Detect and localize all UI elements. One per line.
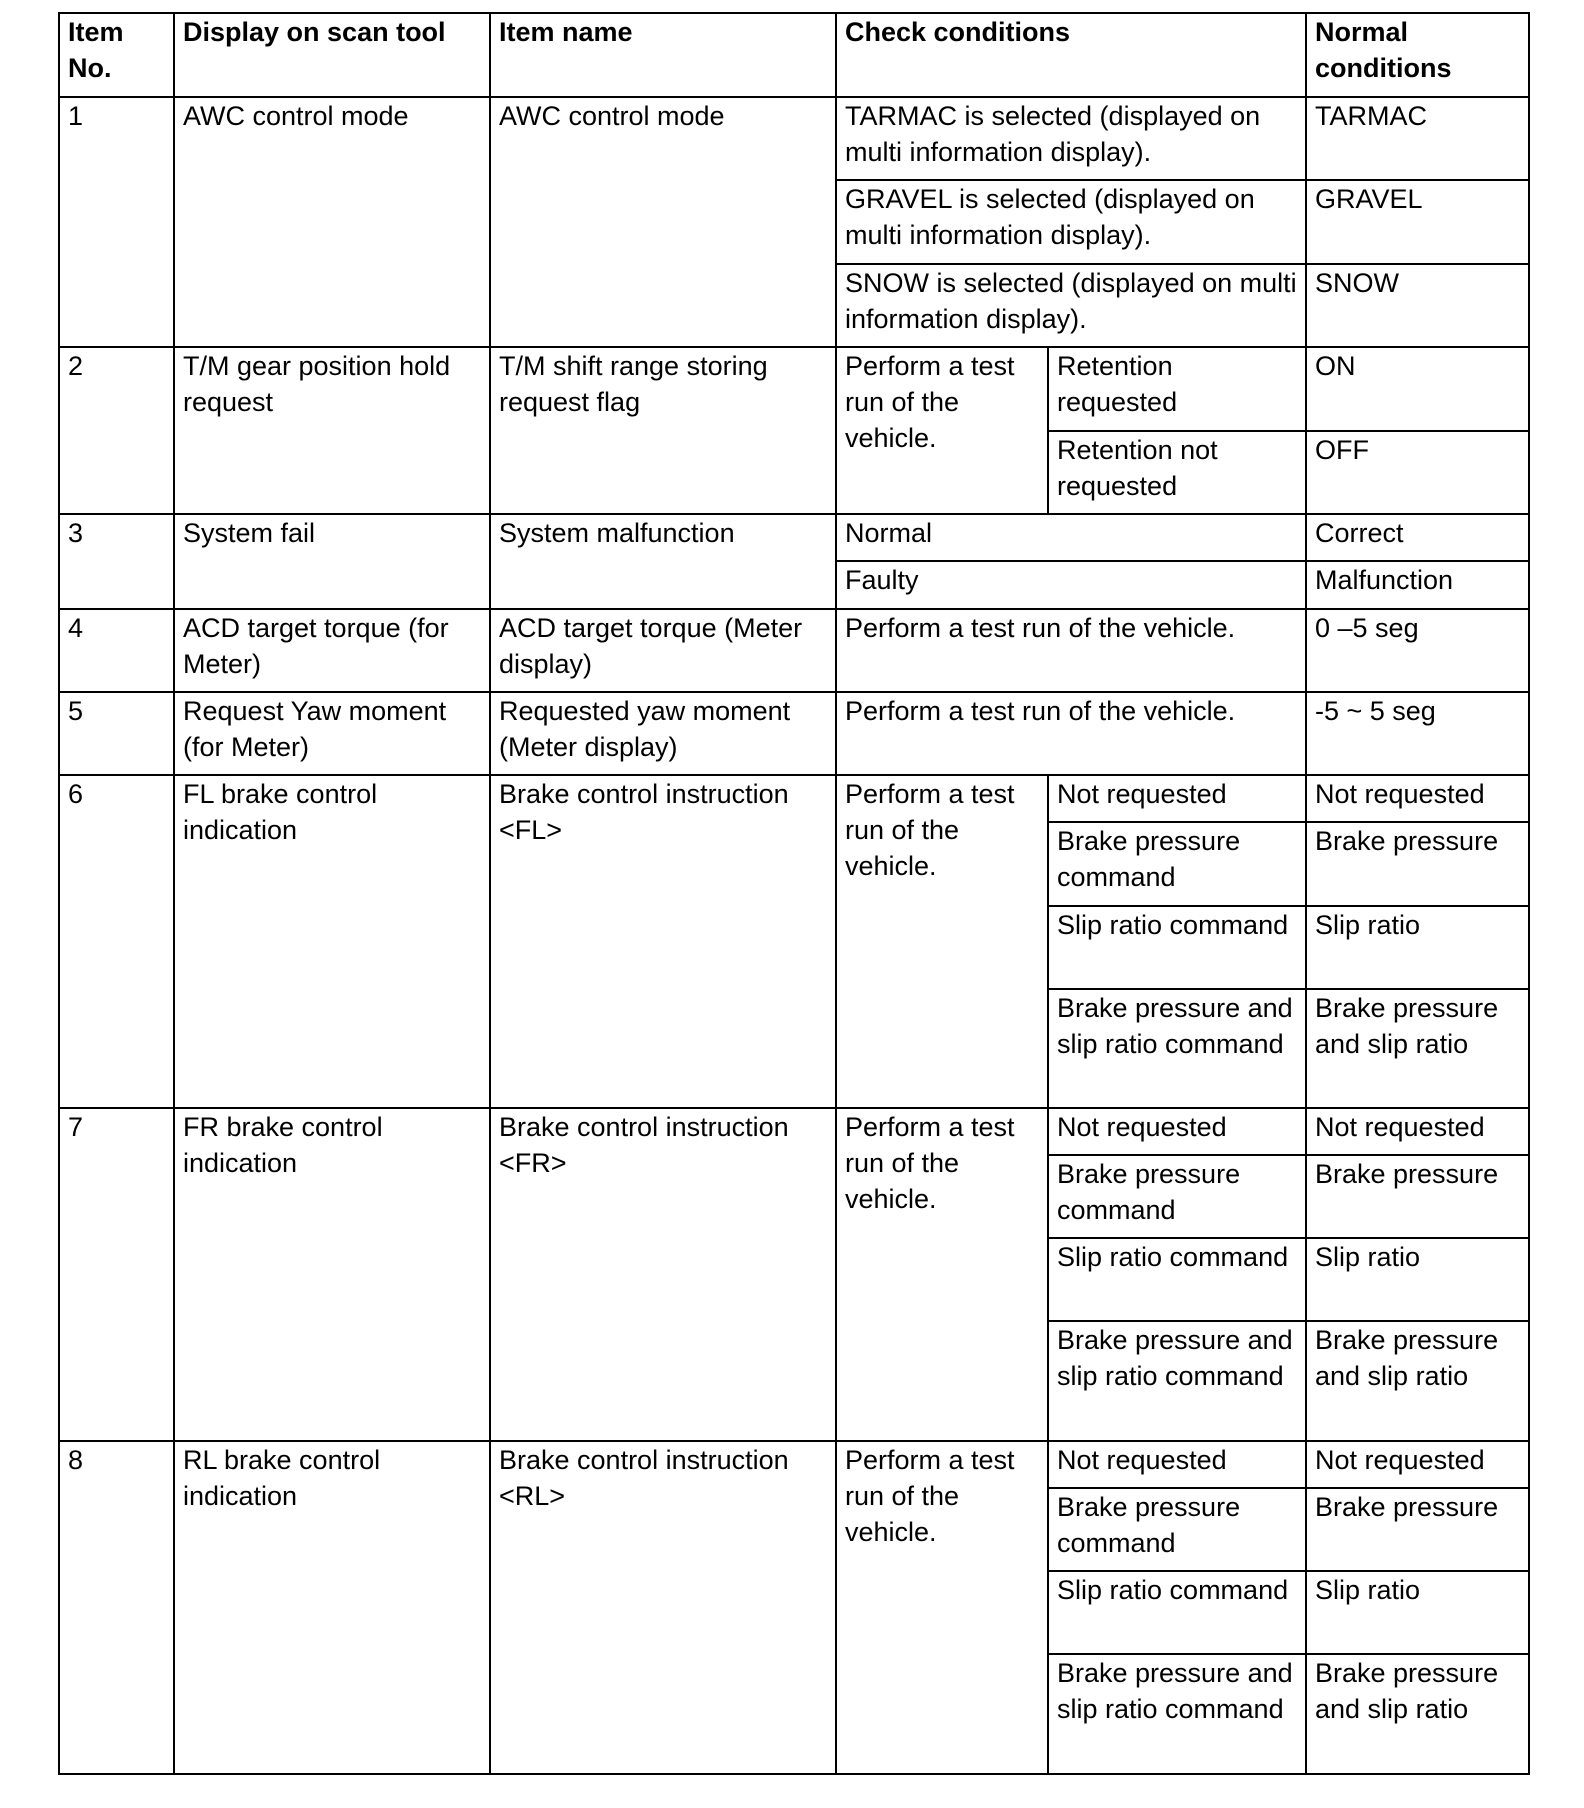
data-monitor-table <box>58 12 1530 1775</box>
item-name: System malfunction <box>490 514 836 609</box>
header-item-name: Item name <box>490 13 836 97</box>
normal-condition: Malfunction <box>1306 561 1529 609</box>
table-row <box>59 514 1529 561</box>
normal-condition: -5 ~ 5 seg <box>1306 692 1529 775</box>
item-name: ACD target torque (Meter display) <box>490 609 836 692</box>
check-sub-condition: Not requested <box>1048 775 1306 822</box>
normal-condition: Brake pressure and slip ratio <box>1306 1321 1529 1441</box>
header-display: Display on scan tool <box>174 13 490 97</box>
normal-condition: Correct <box>1306 514 1529 561</box>
scan-tool-display: RL brake control indication <box>174 1441 490 1774</box>
item-number: 1 <box>59 97 174 347</box>
item-name: Requested yaw moment (Meter display) <box>490 692 836 775</box>
normal-condition: Slip ratio <box>1306 1238 1529 1321</box>
check-condition: Perform a test run of the vehicle. <box>836 609 1306 692</box>
item-number: 4 <box>59 609 174 692</box>
normal-condition: Not requested <box>1306 1441 1529 1488</box>
normal-condition: Brake pressure <box>1306 822 1529 906</box>
check-sub-condition: Slip ratio command <box>1048 1571 1306 1654</box>
check-sub-condition: Slip ratio command <box>1048 906 1306 989</box>
header-check-conditions: Check conditions <box>836 13 1306 97</box>
item-name: AWC control mode <box>490 97 836 347</box>
normal-condition: SNOW <box>1306 264 1529 347</box>
check-condition: GRAVEL is selected (displayed on multi information display). <box>836 180 1306 264</box>
item-name: Brake control instruction <RL> <box>490 1441 836 1774</box>
normal-condition: Not requested <box>1306 775 1529 822</box>
check-sub-condition: Not requested <box>1048 1108 1306 1155</box>
check-sub-condition: Brake pressure command <box>1048 1155 1306 1238</box>
check-sub-condition: Brake pressure command <box>1048 1488 1306 1571</box>
table-row <box>59 609 1529 692</box>
normal-condition: OFF <box>1306 431 1529 514</box>
check-condition: Perform a test run of the vehicle. <box>836 347 1048 514</box>
item-number: 6 <box>59 775 174 1108</box>
check-sub-condition: Slip ratio command <box>1048 1238 1306 1321</box>
item-name: Brake control instruction <FR> <box>490 1108 836 1441</box>
table-row <box>59 1441 1529 1488</box>
check-condition: Perform a test run of the vehicle. <box>836 1108 1048 1441</box>
check-sub-condition: Not requested <box>1048 1441 1306 1488</box>
check-sub-condition: Brake pressure and slip ratio command <box>1048 1321 1306 1441</box>
scan-tool-display: System fail <box>174 514 490 609</box>
scan-tool-display: FL brake control indication <box>174 775 490 1108</box>
scan-tool-display: ACD target torque (for Meter) <box>174 609 490 692</box>
normal-condition: Brake pressure and slip ratio <box>1306 989 1529 1108</box>
check-sub-condition: Brake pressure and slip ratio command <box>1048 989 1306 1108</box>
normal-condition: ON <box>1306 347 1529 431</box>
check-sub-condition: Brake pressure command <box>1048 822 1306 906</box>
header-normal-conditions: Normal conditions <box>1306 13 1529 97</box>
normal-condition: GRAVEL <box>1306 180 1529 264</box>
check-sub-condition: Retention not requested <box>1048 431 1306 514</box>
normal-condition: Brake pressure and slip ratio <box>1306 1654 1529 1774</box>
table-row <box>59 1108 1529 1155</box>
check-condition: Normal <box>836 514 1306 561</box>
item-name: Brake control instruction <FL> <box>490 775 836 1108</box>
table-row <box>59 347 1529 431</box>
normal-condition: Slip ratio <box>1306 906 1529 989</box>
scan-tool-display: FR brake control indication <box>174 1108 490 1441</box>
table-row <box>59 97 1529 180</box>
scan-tool-display: AWC control mode <box>174 97 490 347</box>
check-condition: Perform a test run of the vehicle. <box>836 1441 1048 1774</box>
item-number: 8 <box>59 1441 174 1774</box>
check-condition: Perform a test run of the vehicle. <box>836 692 1306 775</box>
item-name: T/M shift range storing request flag <box>490 347 836 514</box>
scan-tool-display: Request Yaw moment (for Meter) <box>174 692 490 775</box>
check-condition: Perform a test run of the vehicle. <box>836 775 1048 1108</box>
item-number: 3 <box>59 514 174 609</box>
table-row <box>59 692 1529 775</box>
normal-condition: Brake pressure <box>1306 1155 1529 1238</box>
normal-condition: Brake pressure <box>1306 1488 1529 1571</box>
normal-condition: TARMAC <box>1306 97 1529 180</box>
item-number: 5 <box>59 692 174 775</box>
check-condition: SNOW is selected (displayed on multi information display). <box>836 264 1306 347</box>
item-number: 2 <box>59 347 174 514</box>
header-item-no: Item No. <box>59 13 174 97</box>
item-number: 7 <box>59 1108 174 1441</box>
check-condition: Faulty <box>836 561 1306 609</box>
table-row <box>59 775 1529 822</box>
normal-condition: 0 –5 seg <box>1306 609 1529 692</box>
scan-tool-display: T/M gear position hold request <box>174 347 490 514</box>
normal-condition: Not requested <box>1306 1108 1529 1155</box>
normal-condition: Slip ratio <box>1306 1571 1529 1654</box>
header-row <box>59 13 1529 97</box>
check-sub-condition: Retention requested <box>1048 347 1306 431</box>
check-sub-condition: Brake pressure and slip ratio command <box>1048 1654 1306 1774</box>
check-condition: TARMAC is selected (displayed on multi information display). <box>836 97 1306 180</box>
